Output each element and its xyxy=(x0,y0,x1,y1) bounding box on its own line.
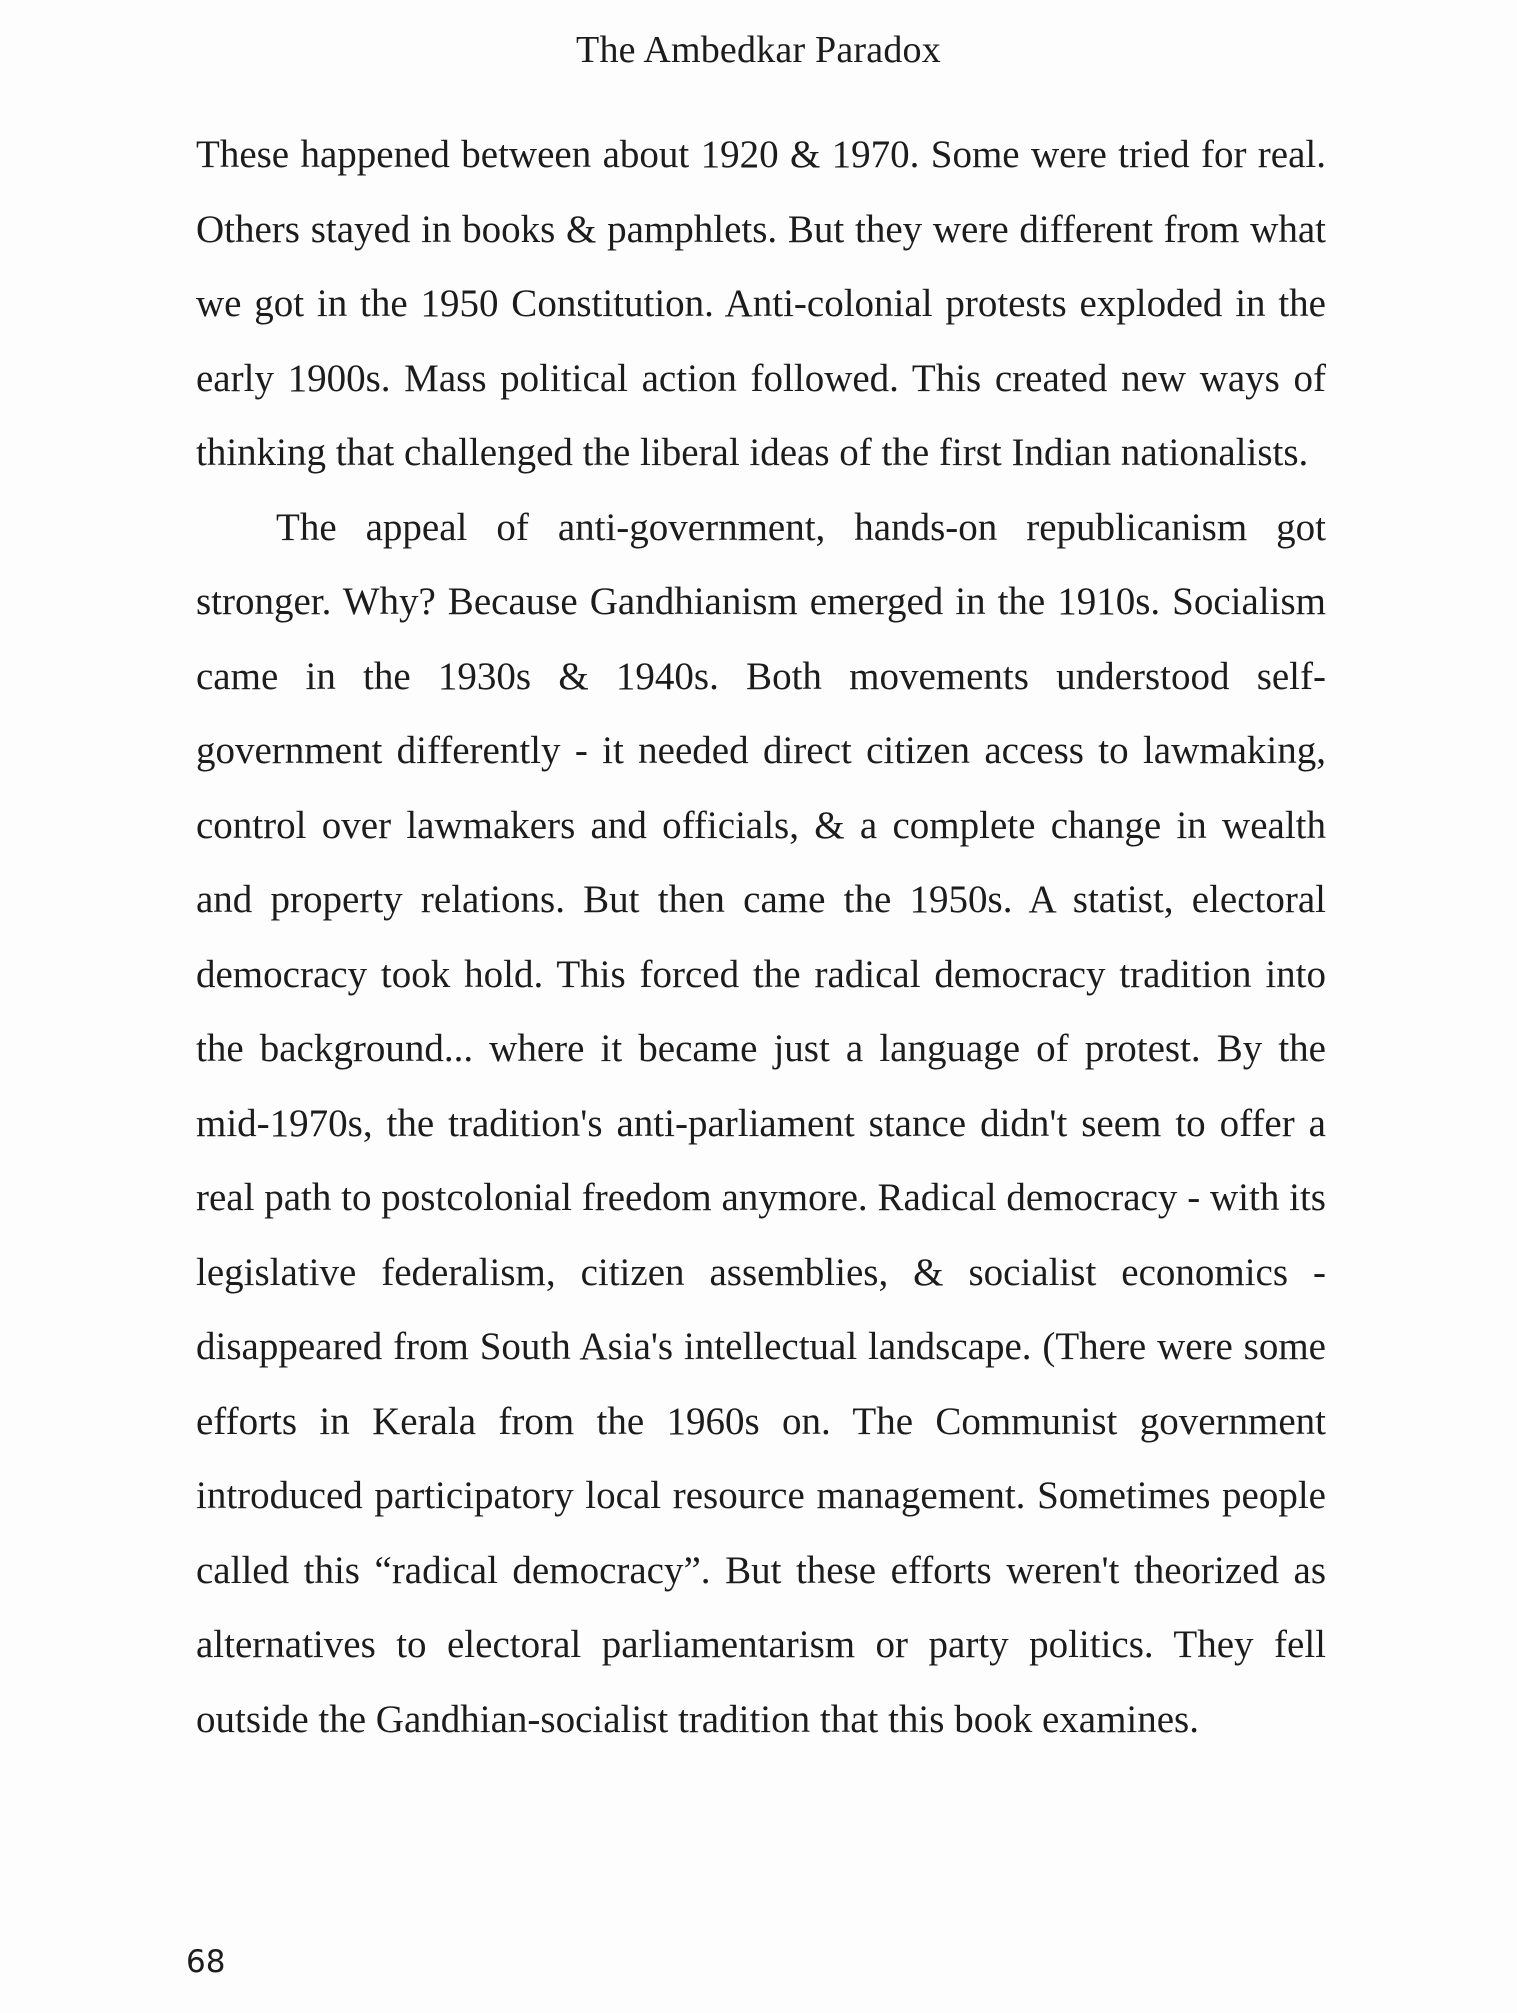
page-number: 68 xyxy=(186,1944,226,1980)
paragraph-1: These happened between about 1920 & 1970. Some were tried for real. Others stayed in books & pamphlets. But they were different from what we got in the 1950 Constitution. Anti-colonial protests exploded in the early 1900s. Mass political action followed. This created new ways of thinking that challenged the liberal ideas of the first Indian nationalists. xyxy=(196,133,1326,474)
paragraph-2: The appeal of anti-government, hands-on republicanism got stronger. Why? Because Gandhianism emerged in the 1910s. Socialism came in the 1930s & 1940s. Both movements understood self-government differently - it needed direct citizen access to lawmaking, control over lawmakers and officials, & a complete change in wealth and property relations. But then came the 1950s. A statist, electoral democracy took hold. This forced the radical democracy tradition into the background... where it became just a language of protest. By the mid-1970s, the tradition's anti-parliament stance didn't seem to offer a real path to postcolonial freedom anymore. Radical democracy - with its legislative federalism, citizen assemblies, & socialist economics - disappeared from South Asia's intellectual landscape. (There were some efforts in Kerala from the 1960s on. The Communist government introduced participatory local resource management. Sometimes people called this “radical democracy”. But these efforts weren't theorized as alternatives to electoral parliamentarism or party politics. They fell outside the Gandhian-socialist tradition that this book examines. xyxy=(196,505,1326,1741)
running-head-title: The Ambedkar Paradox xyxy=(576,29,941,71)
body-text xyxy=(196,118,1326,1757)
